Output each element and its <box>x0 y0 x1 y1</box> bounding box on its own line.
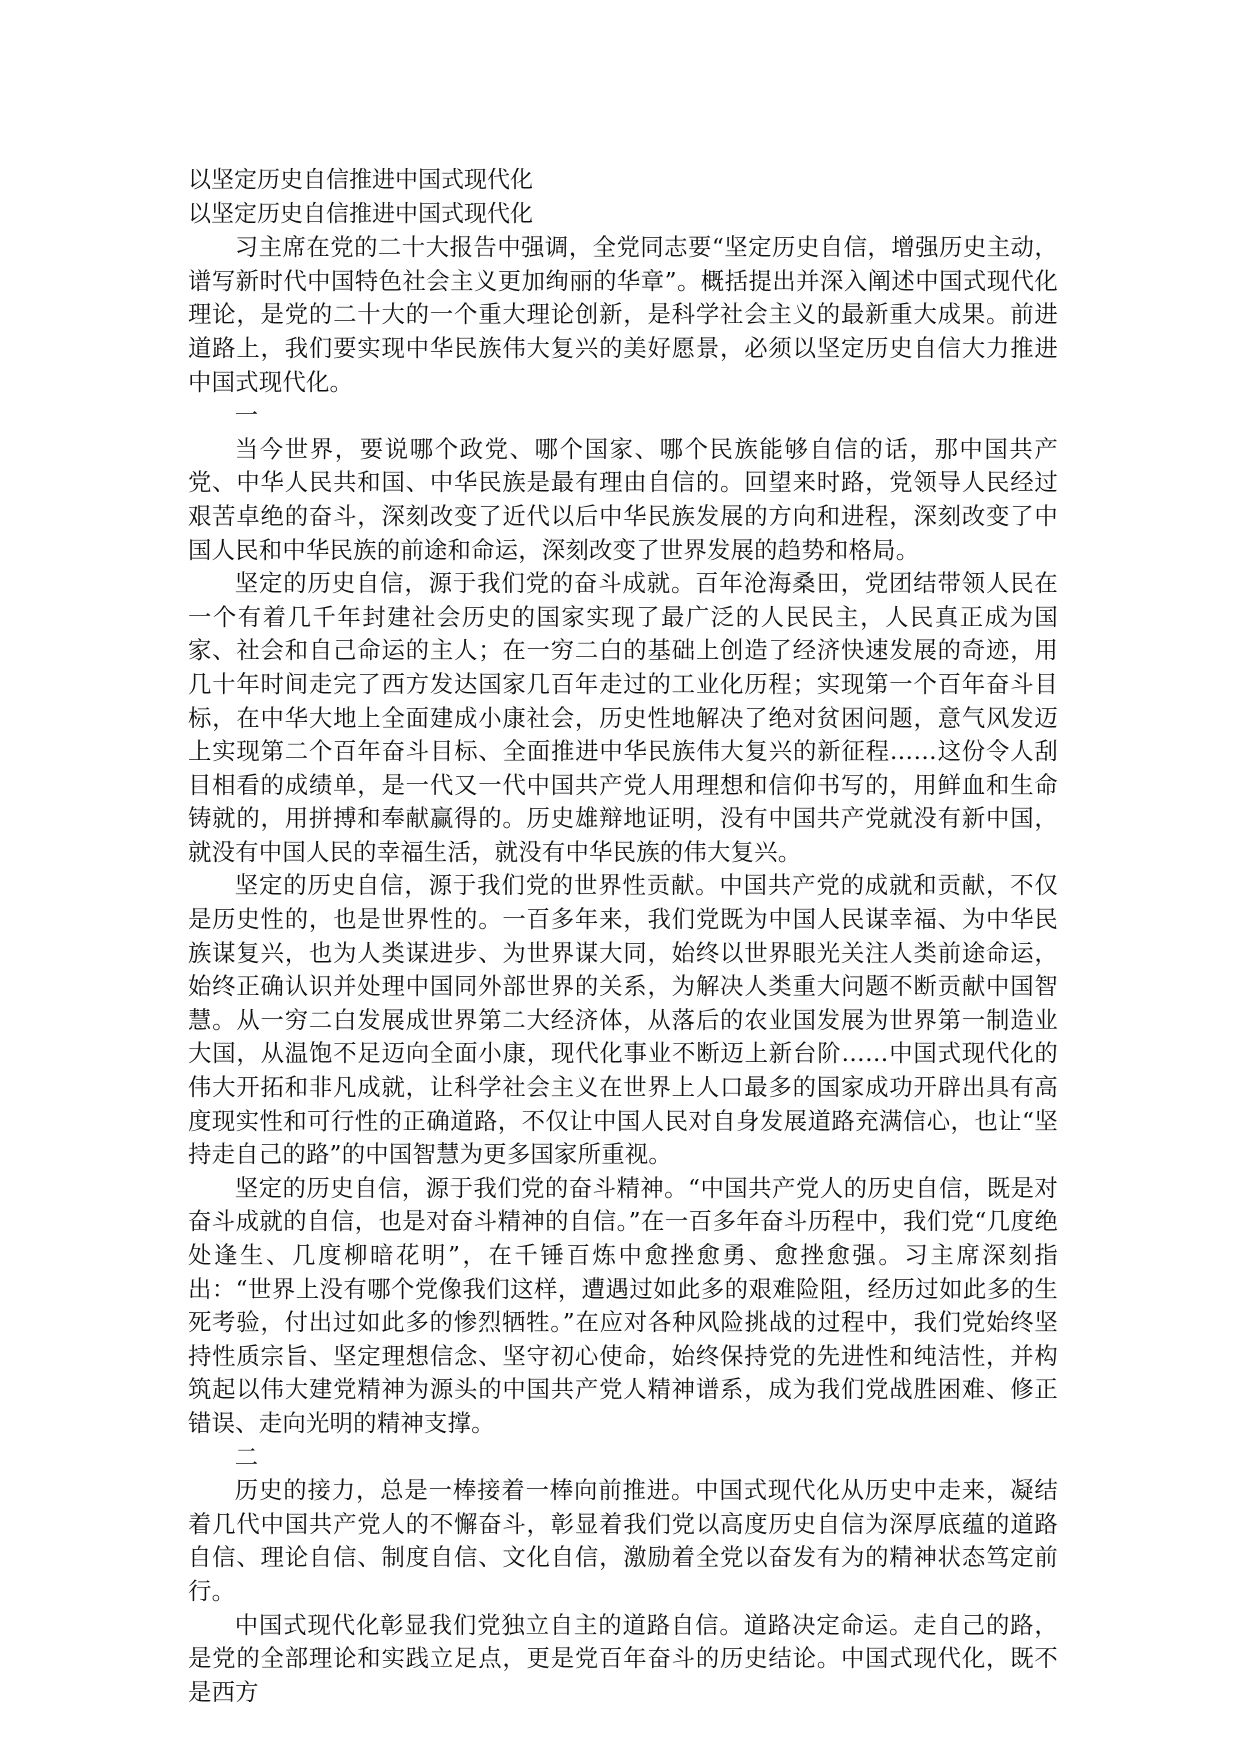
intro-paragraph: 习主席在党的二十大报告中强调，全党同志要“坚定历史自信，增强历史主动，谱写新时代中国特色社会主义更加绚丽的华章”。概括提出并深入阐述中国式现代化理论，是党的二十大的一个重大理论创新，是科学社会主义的最新重大成果。前进道路上，我们要实现中华民族伟大复兴的美好愿景，必须以坚定历史自信大力推进中国式现代化。 <box>188 233 1058 396</box>
section1-paragraph-4: 坚定的历史自信，源于我们党的奋斗精神。“中国共产党人的历史自信，既是对奋斗成就的自信，也是对奋斗精神的自信。”在一百多年奋斗历程中，我们党“几度绝处逢生、几度柳暗花明”，在千锤百炼中愈挫愈勇、愈挫愈强。习主席深刻指出：“世界上没有哪个党像我们这样，遭遇过如此多的艰难险阻，经历过如此多的生死考验，付出过如此多的惨烈牺牲。”在应对各种风险挑战的过程中，我们党始终坚持性质宗旨、坚定理想信念、坚守初心使命，始终保持党的先进性和纯洁性，并构筑起以伟大建党精神为源头的中国共产党人精神谱系，成为我们党战胜困难、修正错误、走向光明的精神支撑。 <box>188 1173 1058 1437</box>
document-page <box>188 164 1058 1709</box>
document-title-repeat: 以坚定历史自信推进中国式现代化 <box>188 200 533 227</box>
section1-paragraph-3: 坚定的历史自信，源于我们党的世界性贡献。中国共产党的成就和贡献，不仅是历史性的，也是世界性的。一百多年来，我们党既为中国人民谋幸福、为中华民族谋复兴，也为人类谋进步、为世界谋大同，始终以世界眼光关注人类前途命运，始终正确认识并处理中国同外部世界的关系，为解决人类重大问题不断贡献中国智慧。从一穷二白发展成世界第二大经济体，从落后的农业国发展为世界第一制造业大国，从温饱不足迈向全面小康，现代化事业不断迈上新台阶……中国式现代化的伟大开拓和非凡成就，让科学社会主义在世界上人口最多的国家成功开辟出具有高度现实性和可行性的正确道路，不仅让中国人民对自身发展道路充满信心，也让“坚持走自己的路”的中国智慧为更多国家所重视。 <box>188 871 1058 1169</box>
section-number-1: 一 <box>234 401 259 430</box>
section1-paragraph-1: 当今世界，要说哪个政党、哪个国家、哪个民族能够自信的话，那中国共产党、中华人民共和国、中华民族是最有理由自信的。回望来时路，党领导人民经过艰苦卓绝的奋斗，深刻改变了近代以后中华民族发展的方向和进程，深刻改变了中国人民和中华民族的前途和命运，深刻改变了世界发展的趋势和格局。 <box>188 434 1058 564</box>
section2-paragraph-1: 历史的接力，总是一棒接着一棒向前推进。中国式现代化从历史中走来，凝结着几代中国共产党人的不懈奋斗，彰显着我们党以高度历史自信为深厚底蕴的道路自信、理论自信、制度自信、文化自信，激励着全党以奋发有为的精神状态笃定前行。 <box>188 1476 1058 1605</box>
document-title: 以坚定历史自信推进中国式现代化 <box>188 167 533 193</box>
section-number-2: 二 <box>234 1442 259 1471</box>
section1-paragraph-2: 坚定的历史自信，源于我们党的奋斗成就。百年沧海桑田，党团结带领人民在一个有着几千年封建社会历史的国家实现了最广泛的人民民主，人民真正成为国家、社会和自己命运的主人；在一穷二白的基础上创造了经济快速发展的奇迹，用几十年时间走完了西方发达国家几百年走过的工业化历程；实现第一个百年奋斗目标，在中华大地上全面建成小康社会，历史性地解决了绝对贫困问题，意气风发迈上实现第二个百年奋斗目标、全面推进中华民族伟大复兴的新征程……这份令人刮目相看的成绩单，是一代又一代中国共产党人用理想和信仰书写的，用鲜血和生命铸就的，用拼搏和奉献赢得的。历史雄辩地证明，没有中国共产党就没有新中国，就没有中国人民的幸福生活，就没有中华民族的伟大复兴。 <box>188 569 1058 866</box>
section2-paragraph-2: 中国式现代化彰显我们党独立自主的道路自信。道路决定命运。走自己的路，是党的全部理论和实践立足点，更是党百年奋斗的历史结论。中国式现代化，既不是西方 <box>188 1610 1058 1706</box>
